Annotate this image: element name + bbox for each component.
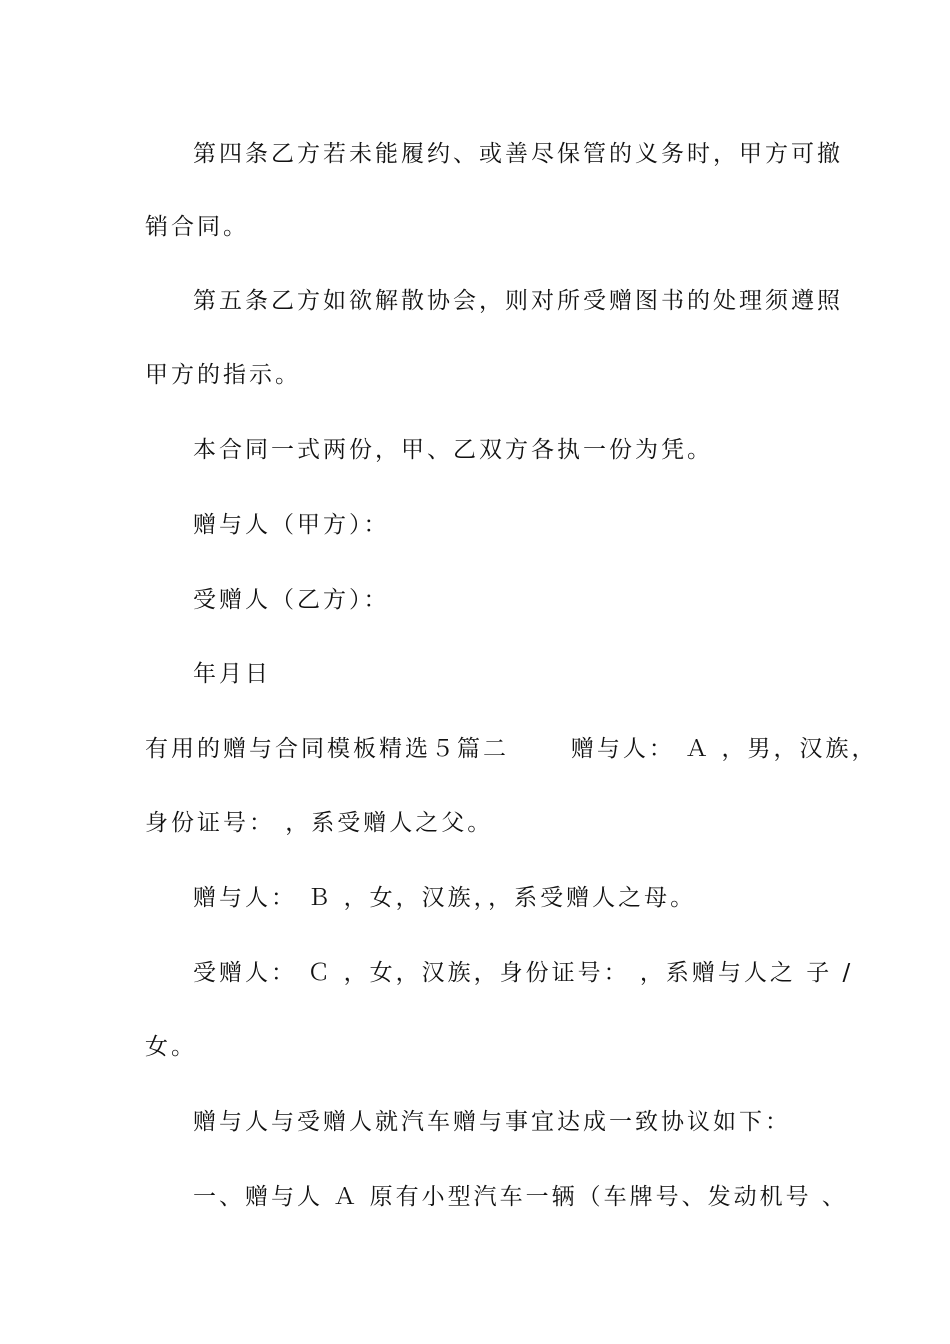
signature-line-donee: 受赠人（乙方）： <box>193 587 390 613</box>
paragraph-line-article-4: 第四条乙方若未能履约、或善尽保管的义务时，甲方可撤 <box>193 141 843 167</box>
paragraph-line-donor-a-cont: 身份证号： ，系受赠人之父。 <box>145 810 494 836</box>
paragraph-line-article-5-cont: 甲方的指示。 <box>145 362 301 388</box>
paragraph-line-article-4-cont: 销合同。 <box>145 214 249 240</box>
paragraph-line-article-5: 第五条乙方如欲解散协会，则对所受赠图书的处理须遵照 <box>193 288 843 314</box>
date-line: 年月日 <box>193 661 271 687</box>
paragraph-line-agreement-intro: 赠与人与受赠人就汽车赠与事宜达成一致协议如下： <box>193 1109 791 1135</box>
paragraph-line-donor-b: 赠与人： Ｂ ，女，汉族，，系受赠人之母。 <box>193 885 697 911</box>
paragraph-line-donee-c-cont: 女。 <box>145 1034 197 1060</box>
section-heading-line: 有用的赠与合同模板精选５篇二 赠与人： Ａ ，男，汉族， <box>145 736 878 762</box>
signature-line-donor: 赠与人（甲方）： <box>193 512 390 538</box>
paragraph-line-clause-1: 一、赠与人 Ａ 原有小型汽车一辆（车牌号、发动机号 、 <box>193 1184 848 1210</box>
paragraph-line-copies: 本合同一式两份，甲、乙双方各执一份为凭。 <box>193 437 713 463</box>
paragraph-line-donee-c: 受赠人： Ｃ ，女，汉族，身份证号： ，系赠与人之 子 / <box>193 960 854 986</box>
